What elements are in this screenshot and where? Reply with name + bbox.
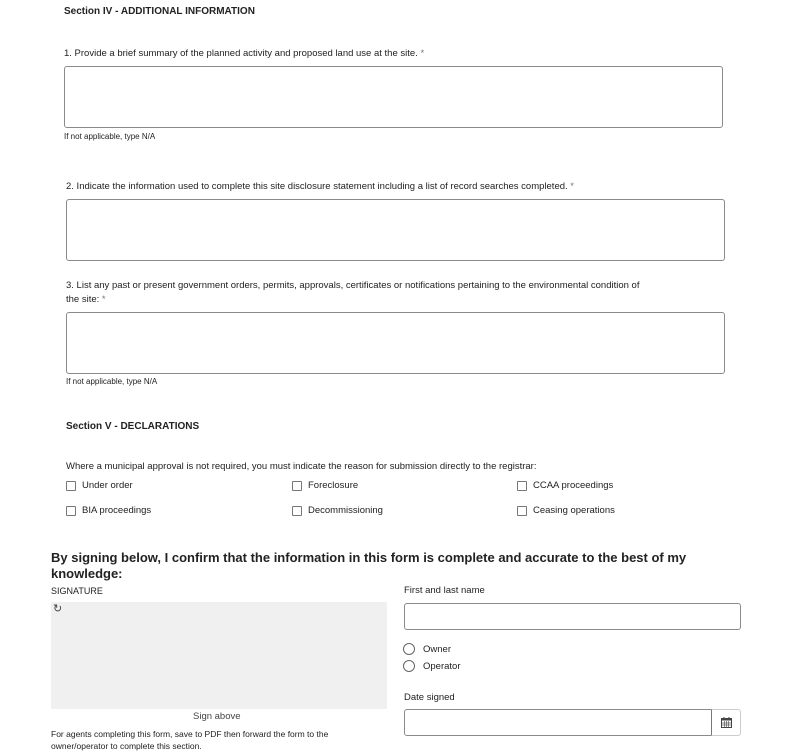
checkbox-box[interactable] [66, 506, 76, 516]
declaration-statement [51, 550, 686, 582]
checkbox-bia-proceedings[interactable] [66, 505, 151, 516]
checkbox-label: BIA proceedings [82, 505, 152, 516]
radio-label: Owner [423, 643, 451, 655]
calendar-button[interactable] [711, 709, 741, 736]
declaration-line1: By signing below, I confirm that the information in this form is complete and accurate to the best of my [51, 550, 687, 565]
checkbox-under-order[interactable] [66, 480, 133, 491]
q1-hint: If not applicable, type N/A [64, 132, 156, 141]
required-mark: * [570, 181, 574, 192]
q3-textarea[interactable] [66, 312, 725, 374]
required-mark: * [420, 48, 425, 59]
date-label: Date signed [404, 692, 455, 703]
q1-textarea[interactable] [64, 66, 723, 128]
checkbox-label: CCAA proceedings [533, 480, 614, 491]
date-input[interactable] [404, 709, 713, 736]
name-input[interactable] [404, 603, 741, 630]
section-v-title: Section V - DECLARATIONS [66, 421, 200, 432]
q3-label [66, 279, 639, 307]
checkbox-foreclosure[interactable] [292, 480, 358, 491]
q3-hint: If not applicable, type N/A [66, 377, 158, 386]
checkbox-label: Under order [82, 480, 133, 491]
radio-circle[interactable] [403, 643, 415, 655]
q2-textarea[interactable] [66, 199, 725, 261]
q1-label [64, 48, 424, 60]
radio-label: Operator [423, 660, 461, 672]
radio-owner[interactable] [403, 643, 451, 655]
q3-label-line1: 3. List any past or present government orders, permits, approvals, certificates or notifications pertaining to the environmental condition of [66, 280, 640, 291]
section-iv-title: Section IV - ADDITIONAL INFORMATION [64, 6, 255, 17]
checkbox-decommissioning[interactable] [292, 505, 383, 516]
q2-label [66, 181, 574, 193]
checkbox-ccaa-proceedings[interactable] [517, 480, 613, 491]
checkbox-box[interactable] [292, 481, 302, 491]
checkbox-box[interactable] [517, 506, 527, 516]
declaration-line2: knowledge: [51, 566, 123, 581]
refresh-icon[interactable]: ↻ [53, 603, 63, 615]
declaration-instruction: Where a municipal approval is not required, you must indicate the reason for submission directly to the registrar: [66, 461, 537, 472]
name-label: First and last name [404, 585, 485, 596]
q2-label-text: 2. Indicate the information used to complete this site disclosure statement including a list of record searches completed. [66, 181, 568, 192]
checkbox-label: Decommissioning [308, 505, 383, 516]
checkbox-box[interactable] [517, 481, 527, 491]
signature-pad[interactable] [51, 602, 387, 709]
required-mark: * [101, 294, 106, 305]
calendar-icon [721, 717, 732, 728]
agents-note [51, 728, 328, 752]
checkbox-box[interactable] [66, 481, 76, 491]
signature-label: SIGNATURE [51, 586, 103, 596]
checkbox-label: Foreclosure [308, 480, 359, 491]
sign-above-caption: Sign above [193, 711, 241, 722]
q3-label-line2: the site: [66, 294, 100, 305]
radio-circle[interactable] [403, 660, 415, 672]
agents-note-line1: For agents completing this form, save to PDF then forward the form to the [51, 729, 329, 739]
checkbox-box[interactable] [292, 506, 302, 516]
radio-operator[interactable] [403, 660, 461, 672]
q1-label-text: 1. Provide a brief summary of the planned activity and proposed land use at the site. [64, 48, 418, 59]
agents-note-line2: owner/operator to complete this section. [51, 741, 202, 751]
checkbox-label: Ceasing operations [533, 505, 615, 516]
checkbox-ceasing-operations[interactable] [517, 505, 615, 516]
